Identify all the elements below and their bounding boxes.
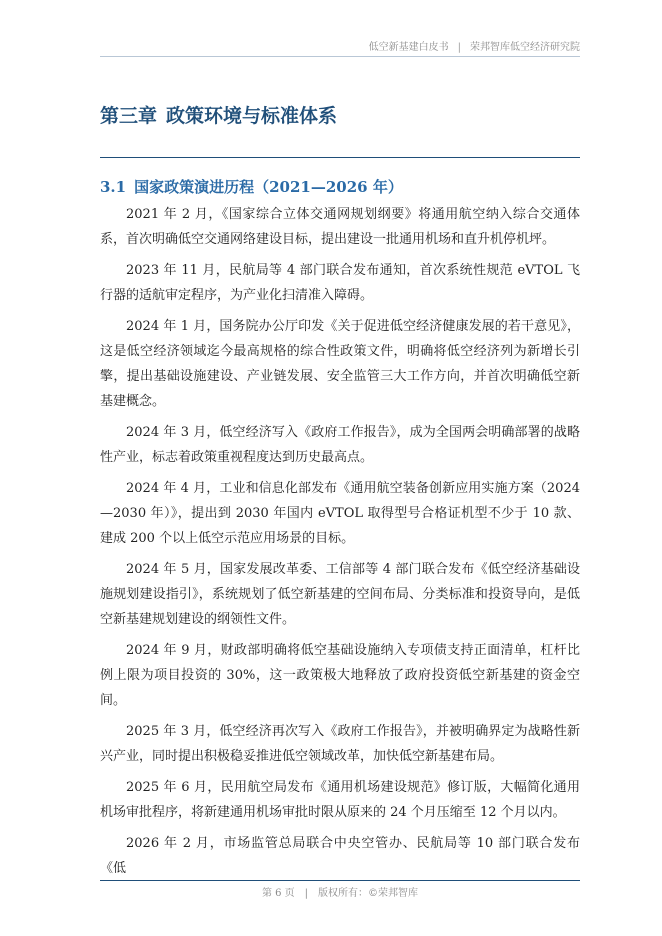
- paragraph: 2024 年 3 月，低空经济写入《政府工作报告》，成为全国两会明确部署的战略性产业，标志着政策重视程度达到历史最高点。: [100, 425, 580, 465]
- paragraph: 2024 年 9 月，财政部明确将低空基础设施纳入专项债支持正面清单，杠杆比例上限为项目投资的 30%，这一政策极大地释放了政府投资低空新基建的资金空间。: [100, 643, 580, 708]
- section-heading: [100, 176, 403, 198]
- section-number: 3.1: [100, 178, 127, 196]
- header-publisher: 荣邦智库低空经济研究院: [470, 42, 580, 53]
- chapter-title: [100, 103, 337, 129]
- section-title: 国家政策演进历程（2021—2026 年）: [134, 178, 403, 196]
- paragraph: 2021 年 2 月，《国家综合立体交通网规划纲要》将通用航空纳入综合交通体系，首次明确低空交通网络建设目标，提出建设一批通用机场和直升机停机坪。: [100, 207, 580, 247]
- paragraph: 2026 年 2 月，市场监管总局联合中央空管办、民航局等 10 部门联合发布《低: [100, 836, 580, 876]
- page-number: 第 6 页: [261, 888, 295, 899]
- paragraph: 2024 年 1 月，国务院办公厅印发《关于促进低空经济健康发展的若干意见》，这是低空经济领域迄今最高规格的综合性政策文件，明确将低空经济列为新增长引擎，提出基础设施建设、产业链发展、安全监管三大工作方向，并首次明确低空新基建概念。: [100, 319, 580, 409]
- header-document-title: 低空新基建白皮书: [368, 42, 449, 53]
- chapter-divider: [100, 157, 580, 158]
- chapter-number: 第三章: [100, 105, 158, 127]
- header-separator: |: [457, 42, 461, 53]
- copyright-notice: 版权所有：©荣邦智库: [318, 888, 419, 899]
- header-divider: [100, 56, 580, 57]
- paragraph: 2024 年 4 月，工业和信息化部发布《通用航空装备创新应用实施方案（2024—2030 年）》，提出到 2030 年国内 eVTOL 取得型号合格证机型不少于 10 款、建成 200 个以上低空示范应用场景的目标。: [100, 481, 580, 546]
- page-footer: [100, 884, 580, 899]
- paragraph: 2025 年 3 月，低空经济再次写入《政府工作报告》，并被明确界定为战略性新兴产业，同时提出积极稳妥推进低空领域改革，加快低空新基建布局。: [100, 724, 580, 764]
- paragraph: 2024 年 5 月，国家发展改革委、工信部等 4 部门联合发布《低空经济基础设施规划建设指引》，系统规划了低空新基建的空间布局、分类标准和投资导向，是低空新基建规划建设的纲领性文件。: [100, 562, 580, 627]
- body-text: [100, 202, 580, 887]
- footer-separator: |: [304, 888, 309, 899]
- paragraph: 2025 年 6 月，民用航空局发布《通用机场建设规范》修订版，大幅简化通用机场审批程序，将新建通用机场审批时限从原来的 24 个月压缩至 12 个月以内。: [100, 780, 580, 820]
- page-header: [100, 38, 580, 58]
- chapter-name: 政策环境与标准体系: [166, 105, 338, 127]
- footer-divider: [100, 880, 580, 881]
- paragraph: 2023 年 11 月，民航局等 4 部门联合发布通知，首次系统性规范 eVTOL 飞行器的适航审定程序，为产业化扫清准入障碍。: [100, 263, 580, 303]
